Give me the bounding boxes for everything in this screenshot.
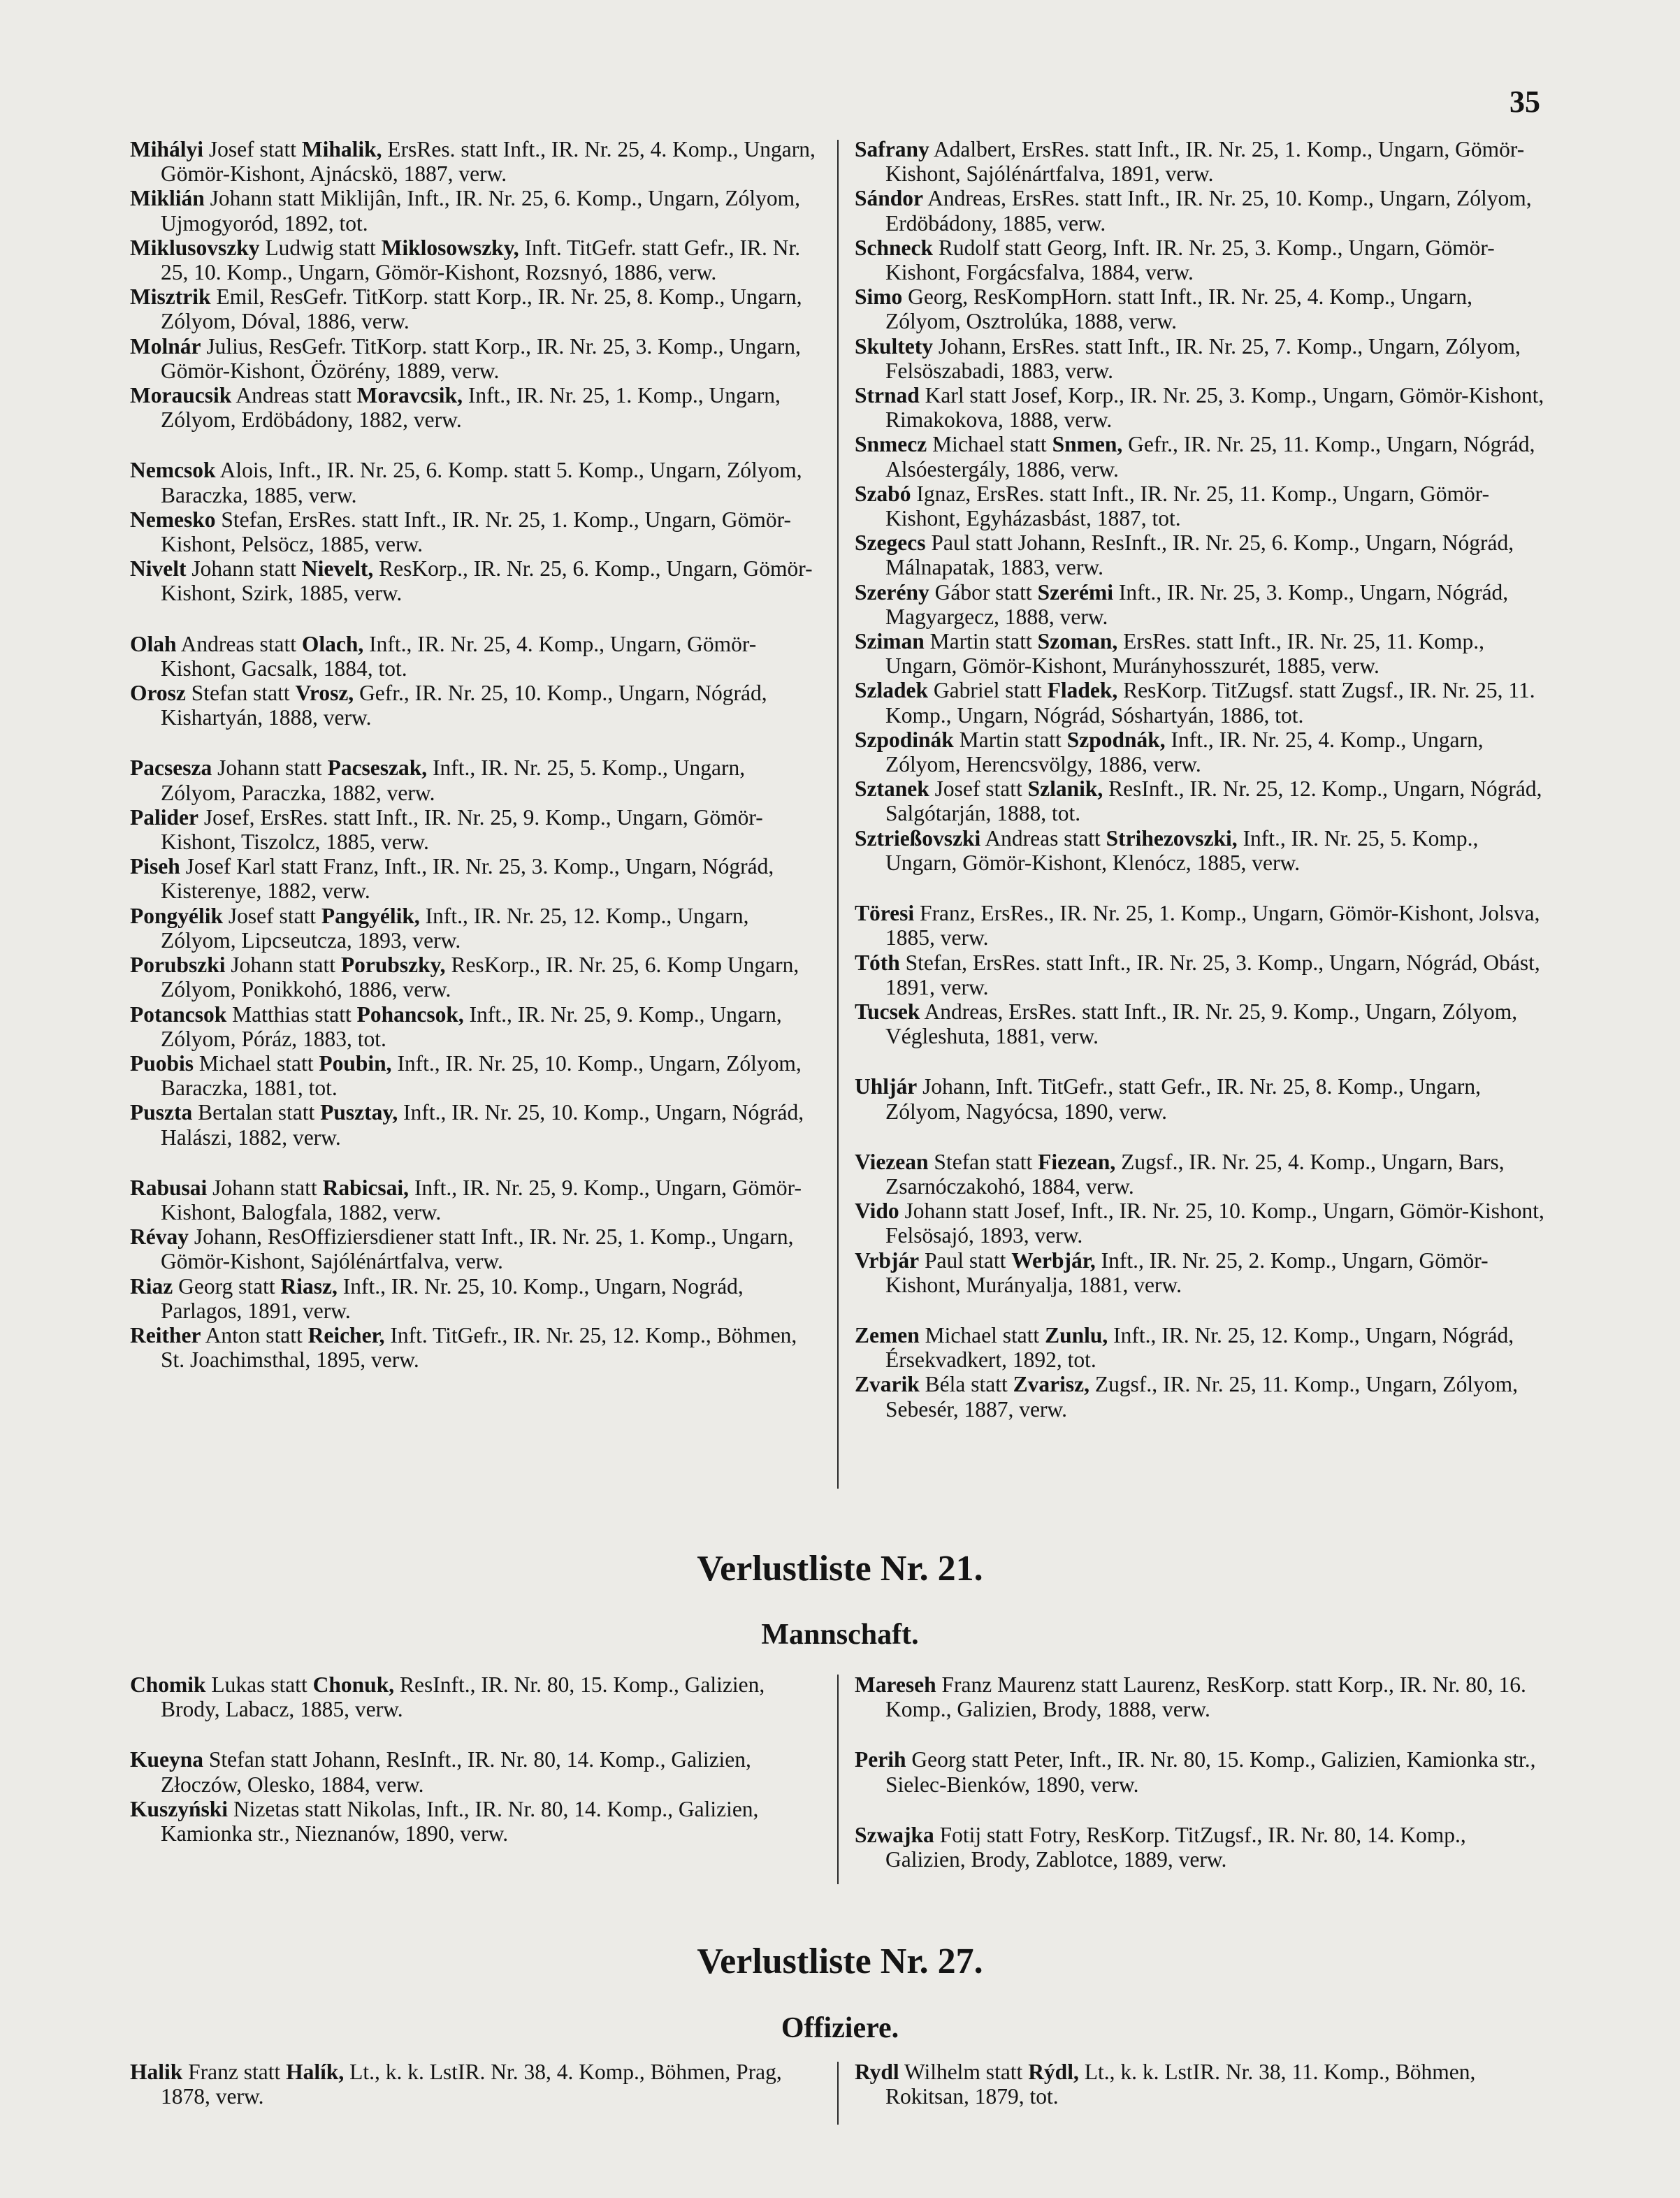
list-entry [130,507,822,556]
entry-text: ResInft., IR. Nr. 80, 15. Komp., Galizien, Brody, Labacz, 1885, verw. [161,1672,765,1722]
entry-surname: Potancsok [130,1002,227,1027]
entry-alt-name: Riasz, [280,1273,338,1299]
entry-text: Anton statt [201,1322,308,1347]
entry-alt-name: Mihalik, [301,137,382,161]
entry-text: Josef, ErsRes. statt Inft., IR. Nr. 25, 9. Komp., Ungarn, Gömör-Kishont, Tiszolcz, 1885, verw. [161,804,763,855]
entry-alt-name: Fladek, [1047,678,1118,703]
list-entry [130,904,822,953]
entry-text: ResKorp., IR. Nr. 25, 6. Komp Ungarn, Zólyom, Ponikkohó, 1886, verw. [161,953,799,1002]
entry-surname: Szwajka [855,1822,934,1847]
entry-text: Georg statt [173,1273,281,1299]
entry-surname: Orosz [130,681,186,706]
entry-surname: Sándor [855,186,924,211]
entry-surname: Mihályi [130,137,204,161]
entry-alt-name: Snmen, [1052,432,1123,457]
entry-surname: Skultety [855,333,934,359]
entry-text: Ludwig statt [259,235,382,260]
entry-text: Inft., IR. Nr. 25, 9. Komp., Ungarn, Zólyom, Póráz, 1883, tot. [161,1002,782,1051]
section1-left-column [130,137,822,1372]
list-entry [130,1323,822,1372]
list-entry [130,137,822,186]
list-entry [130,383,822,432]
entry-text: Johann statt [207,1175,323,1200]
entry-surname: Misztrik [130,284,211,310]
entry-text: Inft., IR. Nr. 25, 5. Komp., Ungarn, Gömör-Kishont, Klenócz, 1885, verw. [885,825,1479,875]
entry-alt-name: Pacseszak, [327,755,428,781]
list21-subtitle: Mannschaft. [761,1619,919,1651]
entry-text: Franz statt [182,2060,287,2084]
list21-title: Verlustliste Nr. 21. [697,1549,983,1589]
entry-alt-name: Strihezovszki, [1106,825,1238,851]
entry-text: ResKorp., IR. Nr. 25, 6. Komp., Ungarn, Gömör-Kishont, Szirk, 1885, verw. [161,556,813,606]
entry-text: Inft. TitGefr., IR. Nr. 25, 12. Komp., Böhmen, St. Joachimsthal, 1895, verw. [161,1322,797,1373]
entry-text: Lt., k. k. LstIR. Nr. 38, 4. Komp., Böhmen, Prag, 1878, verw. [161,2060,782,2109]
entry-alt-name: Zunlu, [1045,1322,1108,1347]
entry-text: Josef statt [203,137,302,161]
entry-alt-name: Olach, [301,631,364,656]
entry-alt-name: Szerémi [1037,579,1113,605]
entry-text: Gefr., IR. Nr. 25, 11. Komp., Ungarn, Nógrád, Alsóestergály, 1886, verw. [885,432,1535,482]
entry-alt-name: Rýdl, [1028,2060,1079,2084]
list-entry [130,1051,822,1100]
entry-surname: Zvarik [855,1372,920,1397]
entry-surname: Palider [130,804,198,830]
list-entry [855,678,1547,727]
entry-text: Johann, ResOffiziersdiener statt Inft., IR. Nr. 25, 1. Komp., Ungarn, Gömör-Kishont, Sajólénártfalva, verw. [161,1224,794,1274]
entry-text: Inft., IR. Nr. 25, 10. Komp., Ungarn, Nográd, Parlagos, 1891, verw. [161,1273,744,1323]
list-entry [130,1002,822,1051]
entry-alt-name: Pusztay, [320,1100,398,1125]
entry-text: Nizetas statt Nikolas, Inft., IR. Nr. 80, 14. Komp., Galizien, Kamionka str., Nieznanów, 1890, verw. [161,1796,759,1846]
entry-text: Gábor statt [929,579,1038,605]
entry-text: Lt., k. k. LstIR. Nr. 38, 11. Komp., Böhmen, Rokitsan, 1879, tot. [885,2060,1476,2109]
entry-text: ResKorp. TitZugsf. statt Zugsf., IR. Nr. 25, 11. Komp., Ungarn, Nógrád, Sóshartyán, 1886, tot. [885,678,1535,728]
entry-text: Georg, ResKompHorn. statt Inft., IR. Nr. 25, 4. Komp., Ungarn, Zólyom, Osztrolúka, 1888, verw. [885,284,1472,334]
list-entry [130,1176,822,1224]
entry-text: Martin statt [924,629,1038,654]
list-entry [855,1248,1547,1297]
entry-surname: Viezean [855,1149,929,1174]
list-entry [855,2060,1547,2109]
entry-text: Matthias statt [226,1002,357,1027]
entry-text: Johann statt [186,556,302,581]
list-entry [130,632,822,681]
list-entry [855,1199,1547,1248]
entry-surname: Chomik [130,1672,206,1697]
entry-alt-name: Zvarisz, [1013,1372,1089,1397]
entry-surname: Simo [855,284,903,310]
entry-alt-name: Poubin, [319,1050,392,1076]
entry-alt-name: Nievelt, [301,556,374,581]
list-entry [855,901,1547,950]
entry-alt-name: Pohancsok, [356,1002,464,1027]
list27-title: Verlustliste Nr. 27. [697,1942,983,1981]
entry-surname: Szabó [855,481,911,506]
list-entry [130,334,822,383]
entry-surname: Nemcsok [130,458,216,483]
list-entry [855,999,1547,1048]
entry-text: Andreas, ErsRes. statt Inft., IR. Nr. 25, 9. Komp., Ungarn, Zólyom, Végleshuta, 1881, verw. [885,999,1518,1049]
entry-text: Wilhelm statt [899,2060,1029,2084]
entry-text: ResInft., IR. Nr. 25, 12. Komp., Ungarn, Nógrád, Salgótarján, 1888, tot. [885,776,1542,826]
entry-text: Paul statt Johann, ResInft., IR. Nr. 25, 6. Komp., Ungarn, Nógrád, Málnapatak, 1883, verw. [885,530,1514,580]
entry-text: Inft., IR. Nr. 25, 1. Komp., Ungarn, Zólyom, Erdöbádony, 1882, verw. [161,383,781,433]
entry-text: Stefan, ErsRes. statt Inft., IR. Nr. 25, 3. Komp., Ungarn, Nógrád, Obást, 1891, verw. [885,950,1540,999]
list-entry [855,950,1547,999]
entry-text: Andreas statt [176,631,302,656]
entry-text: Andreas statt [980,825,1106,851]
entry-surname: Halik [130,2060,183,2084]
column-divider [837,140,839,1489]
entry-text: Johann statt [212,755,328,781]
entry-text: Andreas, ErsRes. statt Inft., IR. Nr. 25, 10. Komp., Ungarn, Zólyom, Erdöbádony, 1885, verw. [885,186,1532,236]
entry-text: Inft., IR. Nr. 25, 12. Komp., Ungarn, Zólyom, Lipcseutcza, 1893, verw. [161,903,749,953]
list-entry [855,482,1547,530]
list-entry [855,1823,1547,1872]
entry-surname: Molnár [130,333,201,359]
entry-surname: Töresi [855,901,915,926]
list-entry [855,1747,1547,1796]
entry-surname: Olah [130,631,177,656]
entry-text: Inft., IR. Nr. 25, 10. Komp., Ungarn, Zólyom, Baraczka, 1881, tot. [161,1050,802,1101]
entry-surname: Uhljár [855,1074,918,1099]
entry-surname: Tóth [855,950,900,975]
entry-alt-name: Fiezean, [1038,1149,1116,1174]
column-divider [837,1675,839,1884]
entry-text: Paul statt [919,1248,1012,1273]
section1-right-column [855,137,1547,1422]
entry-surname: Szladek [855,678,929,703]
list-entry [130,284,822,333]
entry-text: Julius, ResGefr. TitKorp. statt Korp., IR. Nr. 25, 3. Komp., Ungarn, Gömör-Kishont, Özörény, 1889, verw. [161,333,801,383]
entry-text: Johann statt Josef, Inft., IR. Nr. 25, 10. Komp., Ungarn, Gömör-Kishont, Felsösajó, 1893, verw. [885,1199,1544,1248]
entry-surname: Strnad [855,383,920,408]
entry-surname: Vido [855,1199,899,1224]
entry-surname: Szegecs [855,530,926,556]
list-entry [855,826,1547,875]
list-entry [855,530,1547,579]
entry-surname: Perih [855,1747,906,1772]
entry-surname: Piseh [130,854,180,879]
list-entry [855,728,1547,776]
entry-alt-name: Werbjár, [1011,1248,1096,1273]
entry-text: Andreas statt [231,383,357,408]
list-entry [855,383,1547,432]
entry-surname: Reither [130,1322,201,1347]
entry-surname: Nemesko [130,507,216,532]
entry-surname: Safrany [855,137,929,161]
entry-alt-name: Szoman, [1037,629,1118,654]
list-entry [855,236,1547,284]
entry-surname: Vrbjár [855,1248,920,1273]
entry-text: Gefr., IR. Nr. 25, 10. Komp., Ungarn, Nógrád, Kishartyán, 1888, verw. [161,681,767,730]
entry-surname: Snmecz [855,432,927,457]
entry-text: Johann statt [225,953,341,978]
list-entry [855,1323,1547,1372]
entry-text: Béla statt [919,1372,1013,1397]
entry-text: Zugsf., IR. Nr. 25, 11. Komp., Ungarn, Zólyom, Sebesér, 1887, verw. [885,1372,1519,1422]
list27-left-column [130,2060,822,2109]
entry-text: Michael statt [919,1322,1045,1347]
entry-text: Adalbert, ErsRes. statt Inft., IR. Nr. 25, 1. Komp., Ungarn, Gömör-Kishont, Sajólénártfalva, 1891, verw. [885,137,1525,187]
list-entry [855,1150,1547,1199]
entry-text: Ignaz, ErsRes. statt Inft., IR. Nr. 25, 11. Komp., Ungarn, Gömör-Kishont, Egyházasbást, 1887, tot. [885,481,1490,531]
entry-alt-name: Rabicsai, [322,1175,410,1200]
entry-text: Inft., IR. Nr. 25, 5. Komp., Ungarn, Zólyom, Paraczka, 1882, verw. [161,755,746,805]
entry-surname: Kueyna [130,1747,204,1772]
entry-surname: Riaz [130,1273,173,1299]
entry-surname: Pongyélik [130,903,224,928]
entry-surname: Miklusovszky [130,235,260,260]
entry-text: Inft., IR. Nr. 25, 9. Komp., Ungarn, Gömör-Kishont, Balogfala, 1882, verw. [161,1175,802,1224]
entry-text: Franz Maurenz statt Laurenz, ResKorp. statt Korp., IR. Nr. 80, 16. Komp., Galizien, Brody, 1888, verw. [885,1672,1526,1722]
list-entry [855,1074,1547,1123]
entry-text: Johann, Inft. TitGefr., statt Gefr., IR. Nr. 25, 8. Komp., Ungarn, Zólyom, Nagyócsa, 1890, verw. [885,1074,1481,1124]
entry-surname: Puobis [130,1050,194,1076]
list27-right-column [855,2060,1547,2109]
list-entry [130,1100,822,1149]
entry-text: Franz, ErsRes., IR. Nr. 25, 1. Komp., Ungarn, Gömör-Kishont, Jolsva, 1885, verw. [885,901,1540,950]
entry-text: Inft., IR. Nr. 25, 2. Komp., Ungarn, Gömör-Kishont, Murányalja, 1881, verw. [885,1248,1489,1297]
list-entry [130,755,822,804]
entry-text: Zugsf., IR. Nr. 25, 4. Komp., Ungarn, Bars, Zsarnóczakohó, 1884, verw. [885,1149,1505,1199]
entry-text: Michael statt [927,432,1052,457]
list-entry [855,629,1547,678]
entry-surname: Révay [130,1224,189,1250]
entry-surname: Sztanek [855,776,929,802]
entry-alt-name: Porubszky, [340,953,446,978]
list-entry [855,432,1547,481]
column-divider [837,2062,839,2125]
list27-subtitle: Offiziere. [781,2012,899,2044]
entry-alt-name: Pangyélik, [321,903,420,928]
entry-text: Lukas statt [205,1672,313,1697]
list-entry [130,1672,822,1721]
entry-text: Fotij statt Fotry, ResKorp. TitZugsf., IR. Nr. 80, 14. Komp., Galizien, Brody, Zablotce, 1889, verw. [885,1822,1466,1872]
list-entry [855,186,1547,235]
entry-text: Gabriel statt [928,678,1048,703]
entry-alt-name: Vrosz, [295,681,354,706]
entry-alt-name: Szpodnák, [1066,727,1166,752]
entry-surname: Szerény [855,579,929,605]
entry-text: Karl statt Josef, Korp., IR. Nr. 25, 3. Komp., Ungarn, Gömör-Kishont, Rimakokova, 1888, verw. [885,383,1544,433]
page-number: 35 [1509,85,1540,119]
list-entry [855,1372,1547,1421]
entry-alt-name: Miklosowszky, [381,235,519,260]
entry-text: Josef statt [223,903,321,928]
entry-text: Johann statt Miklijân, Inft., IR. Nr. 25, 6. Komp., Ungarn, Zólyom, Ujmogyoród, 1892, tot. [161,186,800,236]
list-entry [130,1797,822,1846]
entry-text: Michael statt [194,1050,319,1076]
entry-text: ErsRes. statt Inft., IR. Nr. 25, 11. Komp., Ungarn, Gömör-Kishont, Murányhosszurét, 1885, verw. [885,629,1484,679]
entry-text: Stefan statt [185,681,296,706]
list-entry [130,681,822,730]
list-entry [130,2060,822,2109]
entry-alt-name: Szlanik, [1027,776,1103,802]
entry-surname: Rydl [855,2060,899,2084]
list-entry [855,137,1547,186]
entry-text: Inft., IR. Nr. 25, 12. Komp., Ungarn, Nógrád, Érsekvadkert, 1892, tot. [885,1322,1514,1373]
entry-surname: Puszta [130,1100,193,1125]
list-entry [130,953,822,1002]
entry-text: Stefan statt Johann, ResInft., IR. Nr. 80, 14. Komp., Galizien, Złoczów, Olesko, 1884, verw. [161,1747,751,1797]
entry-text: Rudolf statt Georg, Inft. IR. Nr. 25, 3. Komp., Ungarn, Gömör-Kishont, Forgácsfalva, 1884, verw. [885,235,1495,285]
entry-text: Stefan statt [928,1149,1038,1174]
entry-surname: Tucsek [855,999,920,1024]
list-entry [130,1747,822,1796]
entry-surname: Mareseh [855,1672,936,1697]
list-entry [130,458,822,507]
entry-text: Georg statt Peter, Inft., IR. Nr. 80, 15. Komp., Galizien, Kamionka str., Sielec-Bienków, 1890, verw. [885,1747,1536,1797]
list-entry [855,334,1547,383]
entry-text: Josef Karl statt Franz, Inft., IR. Nr. 25, 3. Komp., Ungarn, Nógrád, Kisterenye, 1882, verw. [161,854,774,904]
entry-alt-name: Reicher, [307,1322,385,1347]
entry-surname: Szpodinák [855,727,954,752]
entry-surname: Porubszki [130,953,226,978]
entry-surname: Nivelt [130,556,187,581]
list-entry [130,854,822,903]
entry-text: Inft., IR. Nr. 25, 3. Komp., Ungarn, Nógrád, Magyargecz, 1888, verw. [885,579,1509,629]
list21-left-column [130,1672,822,1846]
entry-surname: Pacsesza [130,755,212,781]
list-entry [130,556,822,605]
entry-text: ErsRes. statt Inft., IR. Nr. 25, 4. Komp., Ungarn, Gömör-Kishont, Ajnácskö, 1887, verw. [161,137,816,187]
entry-text: Alois, Inft., IR. Nr. 25, 6. Komp. statt 5. Komp., Ungarn, Zólyom, Baraczka, 1885, verw. [161,458,802,507]
entry-text: Bertalan statt [192,1100,321,1125]
list-entry [130,805,822,854]
list-entry [130,1224,822,1273]
list21-right-column [855,1672,1547,1872]
entry-surname: Zemen [855,1322,920,1347]
list-entry [855,1672,1547,1721]
list-entry [130,1274,822,1323]
entry-text: Inft., IR. Nr. 25, 10. Komp., Ungarn, Nógrád, Halászi, 1882, verw. [161,1100,804,1150]
list-entry [855,776,1547,825]
list-entry [130,236,822,284]
entry-surname: Miklián [130,186,205,211]
entry-surname: Schneck [855,235,934,260]
list-entry [130,186,822,235]
entry-text: Martin statt [953,727,1067,752]
entry-text: Inft., IR. Nr. 25, 4. Komp., Ungarn, Zólyom, Herencsvölgy, 1886, verw. [885,727,1484,777]
entry-text: Johann, ErsRes. statt Inft., IR. Nr. 25, 7. Komp., Ungarn, Zólyom, Felsöszabadi, 1883, verw. [885,333,1521,383]
entry-text: Inft. TitGefr. statt Gefr., IR. Nr. 25, 10. Komp., Ungarn, Gömör-Kishont, Rozsnyó, 1886, verw. [161,235,801,285]
entry-alt-name: Chonuk, [312,1672,395,1697]
entry-text: Stefan, ErsRes. statt Inft., IR. Nr. 25, 1. Komp., Ungarn, Gömör-Kishont, Pelsöcz, 1885, verw. [161,507,791,557]
entry-text: Inft., IR. Nr. 25, 4. Komp., Ungarn, Gömör-Kishont, Gacsalk, 1884, tot. [161,631,757,681]
entry-surname: Sztrießovszki [855,825,981,851]
entry-surname: Moraucsik [130,383,232,408]
entry-text: Emil, ResGefr. TitKorp. statt Korp., IR. Nr. 25, 8. Komp., Ungarn, Zólyom, Dóval, 1886, verw. [161,284,802,334]
list-entry [855,284,1547,333]
entry-text: Josef statt [929,776,1028,802]
list-entry [855,580,1547,629]
entry-alt-name: Halík, [286,2060,345,2084]
entry-surname: Sziman [855,629,925,654]
entry-surname: Kuszyński [130,1796,229,1821]
entry-surname: Rabusai [130,1175,208,1200]
entry-alt-name: Moravcsik, [356,383,463,408]
